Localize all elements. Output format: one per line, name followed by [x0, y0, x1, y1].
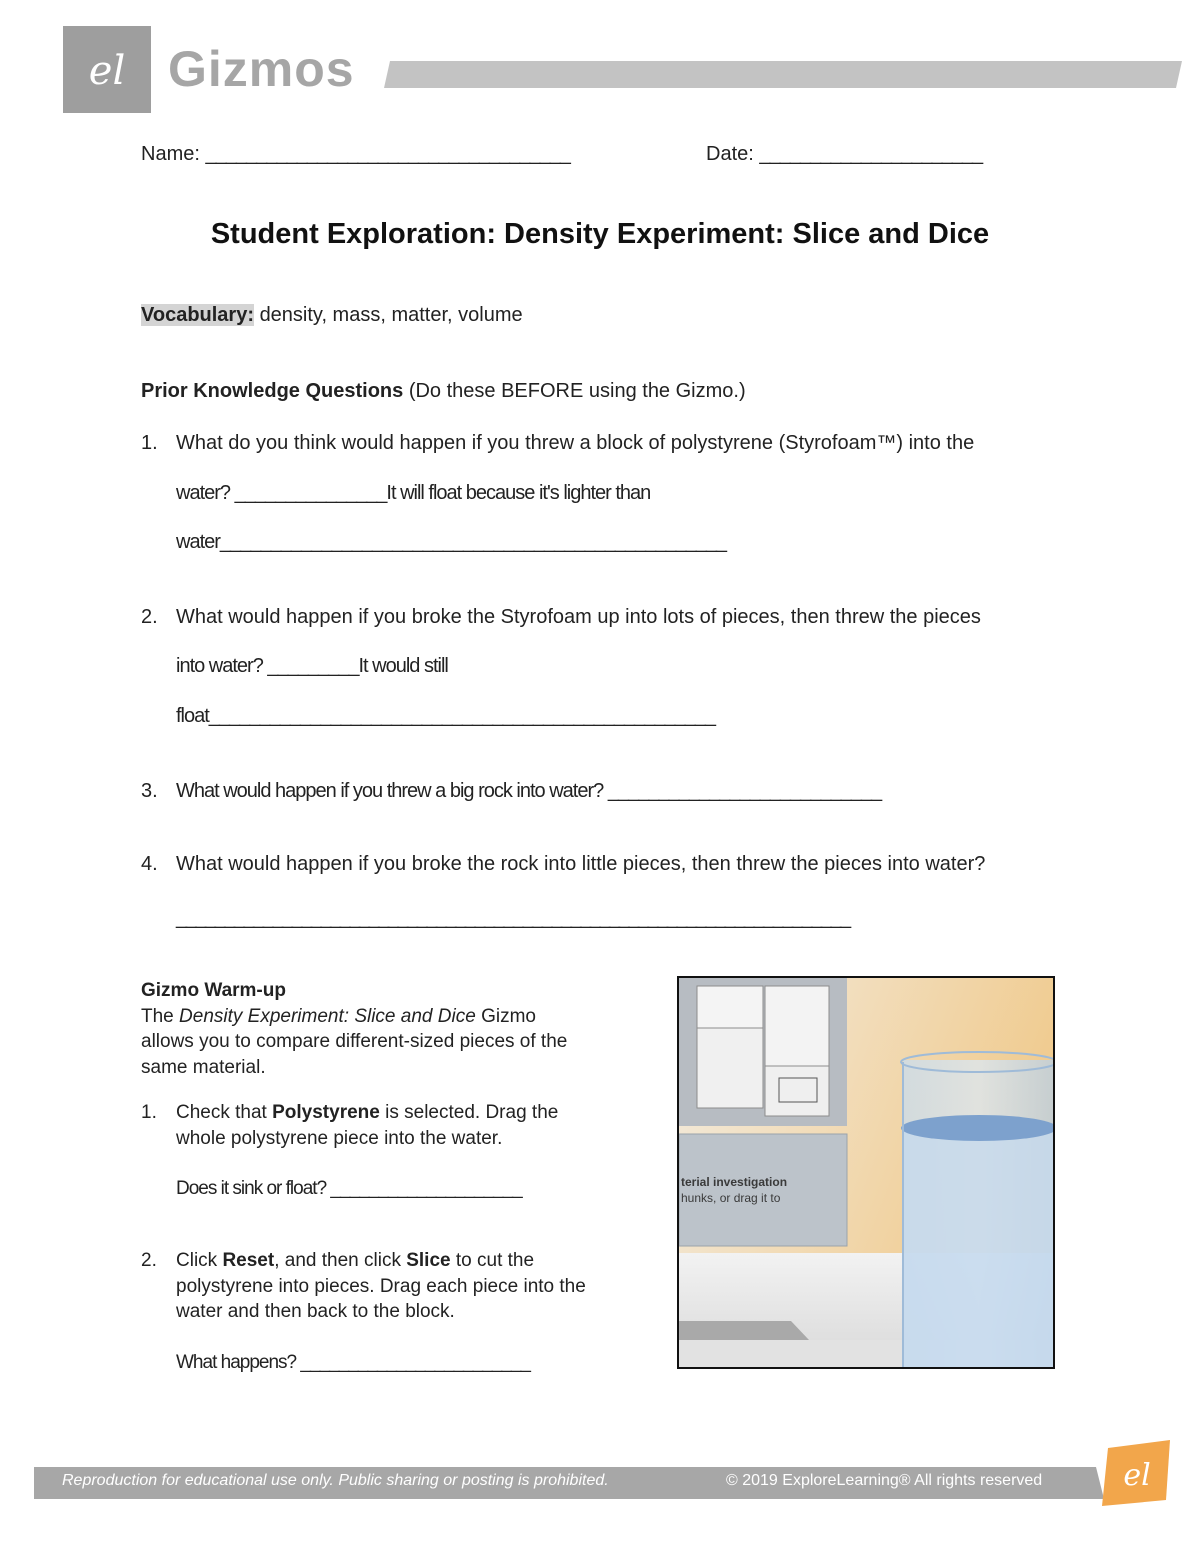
step-line-3: water and then back to the block. [176, 1301, 455, 1322]
footer-notice: Reproduction for educational use only. Public sharing or posting is prohibited. [62, 1472, 609, 1489]
step-text: is selected. Drag the [385, 1102, 559, 1123]
prior-knowledge-title: Prior Knowledge Questions [141, 380, 404, 402]
warmup-intro-line-1 [141, 1004, 661, 1030]
intro-text: Gizmo [481, 1005, 536, 1027]
warmup-step-2 [141, 1248, 661, 1325]
page-title: Student Exploration: Density Experiment: Slice and Dice [210, 218, 990, 250]
question-number: 2. [141, 606, 158, 628]
name-blank: ____________________________________ [205, 143, 570, 165]
intro-text: The [141, 1005, 174, 1027]
header-bar [384, 61, 1182, 88]
step-text: to cut the [455, 1250, 535, 1271]
date-field[interactable] [706, 143, 982, 166]
vocabulary-label: Vocabulary: [141, 304, 254, 326]
figure-label-2: hunks, or drag it to [681, 1191, 781, 1205]
name-field[interactable] [141, 143, 570, 166]
answer-2-line-1[interactable]: into water? _________It would still [176, 655, 448, 677]
answer-1-line-2[interactable]: water__________________________________________________ [176, 531, 727, 553]
step-text: Click [176, 1250, 218, 1271]
corner-logo-text: el [1123, 1458, 1151, 1493]
question-2 [141, 606, 981, 629]
step-text: , and then click [274, 1250, 401, 1271]
warmup-intro [141, 978, 661, 1080]
question-number: 4. [141, 853, 158, 875]
question-4 [141, 853, 985, 876]
step-bold: Slice [406, 1250, 451, 1271]
warmup-heading: Gizmo Warm-up [141, 980, 286, 1001]
gizmo-screenshot [677, 976, 1055, 1369]
step-bold: Polystyrene [272, 1102, 380, 1123]
question-1 [141, 432, 974, 455]
question-text: What do you think would happen if you threw a block of polystyrene (Styrofoam™) into the [176, 432, 975, 454]
date-blank: ______________________ [759, 143, 983, 165]
footer-copyright: © 2019 ExploreLearning® All rights reserved [726, 1472, 1043, 1489]
question-number: 1. [141, 432, 158, 454]
step-2-question[interactable]: What happens? ________________________ [176, 1352, 530, 1373]
step-number: 1. [141, 1102, 157, 1123]
question-text: What would happen if you threw a big rock into water? ___________________________ [176, 780, 882, 802]
logo-mark-text: el [88, 48, 126, 94]
explorelearning-corner-logo-icon [1100, 1440, 1174, 1506]
figure-label-1: terial investigation [681, 1175, 788, 1189]
question-text: What would happen if you broke the rock into little pieces, then threw the pieces into water? [176, 853, 986, 875]
question-text: What would happen if you broke the Styrofoam up into lots of pieces, then threw the pieces [176, 606, 981, 628]
name-label: Name: [141, 143, 200, 165]
vocabulary-terms: density, mass, matter, volume [259, 304, 523, 326]
prior-knowledge-heading [141, 380, 746, 403]
answer-4-line[interactable]: ______________________________________________________________________ [176, 907, 850, 929]
brand-name: Gizmos [168, 41, 355, 97]
date-label: Date: [706, 143, 754, 165]
answer-2-line-2[interactable]: float__________________________________________________ [176, 705, 715, 727]
prior-knowledge-note: (Do these BEFORE using the Gizmo.) [408, 380, 746, 402]
step-number: 2. [141, 1250, 157, 1271]
answer-1-line-1[interactable]: water? _______________It will float because it's lighter than [176, 482, 651, 504]
question-3 [141, 780, 881, 803]
explorelearning-logo-icon [63, 26, 151, 113]
step-1-question[interactable]: Does it sink or float? ____________________ [176, 1178, 522, 1199]
warmup-step-1 [141, 1100, 661, 1151]
question-number: 3. [141, 780, 158, 802]
step-text: Check that [176, 1102, 267, 1123]
gizmo-name: Density Experiment: Slice and Dice [179, 1005, 476, 1027]
warmup-intro-line-2: allows you to compare different-sized pieces of the [141, 1031, 568, 1052]
warmup-intro-line-3: same material. [141, 1056, 266, 1078]
vocabulary [141, 304, 523, 327]
step-line-2: polystyrene into pieces. Drag each piece into the [176, 1275, 586, 1297]
step-line-2: whole polystyrene piece into the water. [176, 1127, 503, 1149]
step-bold: Reset [222, 1250, 275, 1271]
